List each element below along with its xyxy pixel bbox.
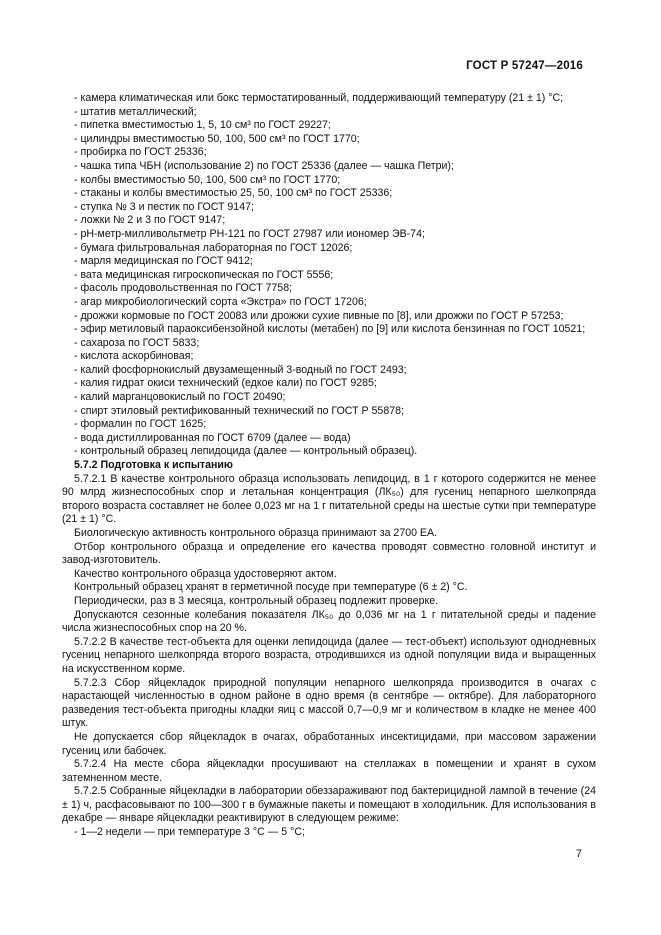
list-item: - цилиндры вместимостью 50, 100, 500 см³ по ГОСТ 1770;: [74, 132, 360, 145]
list-item: - пипетка вместимостью 1, 5, 10 см³ по ГОСТ 29227;: [74, 119, 331, 132]
list-item: - спирт этиловый ректификованный технический по ГОСТ Р 55878;: [74, 404, 404, 417]
list-item: - ступка № 3 и пестик по ГОСТ 9147;: [74, 200, 254, 213]
list-item: - калий фосфорнокислый двузамещенный 3-водный по ГОСТ 2493;: [74, 363, 407, 376]
list-item: - фасоль продовольственная по ГОСТ 7758;: [74, 282, 293, 295]
paragraph: Биологическую активность контрольного образца принимают за 2700 ЕА.: [74, 527, 438, 539]
list-item: - стаканы и колбы вместимостью 25, 50, 100 см³ по ГОСТ 25336;: [74, 187, 393, 200]
paragraph: - 1—2 недели — при температуре 3 °С — 5 °С;: [74, 826, 305, 839]
list-item: - ложки № 2 и 3 по ГОСТ 9147;: [74, 214, 226, 227]
equipment-list: [62, 92, 596, 459]
list-item: - формалин по ГОСТ 1625;: [74, 418, 207, 431]
section-paragraphs: [62, 473, 596, 840]
paragraph: Контрольный образец хранят в герметичной посуде при температуре (6 ± 2) °С.: [74, 581, 468, 594]
page-body: [62, 92, 596, 840]
paragraph: Не допускается сбор яйцекладок в очагах, обработанных инсектицидами, при массовом заражении гусениц или бабочек.: [62, 730, 596, 757]
list-item: - кислота аскорбиновая;: [74, 350, 194, 363]
list-item: - камера климатическая или бокс термостатированный, поддерживающий температуру (21 ± 1) °С;: [74, 92, 564, 104]
section-heading: 5.7.2 Подготовка к испытанию: [74, 459, 233, 472]
list-item: - контрольный образец лепидоцида (далее — контрольный образец).: [74, 445, 418, 458]
list-item: - калия гидрат окиси технический (едкое кали) по ГОСТ 9285;: [74, 377, 377, 390]
list-item: - калий марганцовокислый по ГОСТ 20490;: [74, 391, 286, 404]
paragraph: 5.7.2.5 Собранные яйцекладки в лаборатории обеззараживают под бактерицидной лампой в течение (24 ± 1) ч, расфасовывают по 100—300 г в бумажные пакеты и помещают в холодильник. Для использования в декабре — январе яйцекладки реактивируют в следующем режиме:: [62, 785, 596, 825]
document-code-header: ГОСТ Р 57247—2016: [466, 60, 583, 72]
paragraph: Качество контрольного образца удостоверяют актом.: [74, 567, 337, 580]
list-item: - рН-метр-милливольтметр РН-121 по ГОСТ 27987 или иономер ЭВ-74;: [74, 227, 425, 240]
paragraph: Отбор контрольного образца и определение его качества проводят совместно головной институт и завод-изготовитель.: [62, 540, 596, 567]
list-item: - чашка типа ЧБН (использование 2) по ГОСТ 25336 (далее — чашка Петри);: [74, 159, 454, 172]
list-item: - сахароза по ГОСТ 5833;: [74, 336, 200, 349]
list-item: - пробирка по ГОСТ 25336;: [74, 146, 207, 159]
page-number: 7: [575, 848, 582, 860]
paragraph: 5.7.2.1 В качестве контрольного образца использовать лепидоцид, в 1 г которого содержится не менее 90 млрд жизнеспособных спор и летальная концентрация (ЛК₅₀) для гусениц непарного шелкопряда второго возраста составляет не более 0,023 мг на 1 г питательной среды на шестые сутки при температуре (21 ± 1) °С.: [62, 472, 596, 526]
list-item: - вода дистиллированная по ГОСТ 6709 (далее — вода): [74, 431, 351, 444]
list-item: - эфир метиловый параоксибензойной кислоты (метабен) по [9] или кислота бензинная по ГОСТ 10521;: [74, 323, 586, 336]
list-item: - марля медицинская по ГОСТ 9412;: [74, 255, 253, 268]
list-item: - бумага фильтровальная лабораторная по ГОСТ 12026;: [74, 241, 353, 254]
paragraph: Допускаются сезонные колебания показателя ЛК₅₀ до 0,036 мг на 1 г питательной среды и падение числа жизнеспособных спор на 20 %.: [62, 608, 596, 635]
list-item: - штатив металлический;: [74, 105, 197, 118]
list-item: - вата медицинская гигроскопическая по ГОСТ 5556;: [74, 268, 334, 281]
paragraph: 5.7.2.4 На месте сбора яйцекладки просушивают на стеллажах в помещении и хранят в сухом затемненном месте.: [62, 758, 596, 784]
list-item: - дрожжи кормовые по ГОСТ 20083 или дрожжи сухие пивные по [8], или дрожжи по ГОСТ Р 57253;: [74, 309, 564, 322]
list-item: - агар микробиологический сорта «Экстра» по ГОСТ 17206;: [74, 295, 367, 308]
paragraph: 5.7.2.3 Сбор яйцекладок природной популяции непарного шелкопряда производится в очагах с нарастающей численностью в одном районе в одно время (в сентябре — октябре). Для лабораторного разведения тест-объекта пригодны кладки яиц с массой 0,7—0,9 мг и количеством в кладке не менее 400 штук.: [62, 676, 596, 730]
paragraph: Периодически, раз в 3 месяца, контрольный образец подлежит проверке.: [74, 594, 439, 607]
paragraph: 5.7.2.2 В качестве тест-объекта для оценки лепидоцида (далее — тест-объект) используют однодневных гусениц непарного шелкопряда второго возраста, отродившихся из одной популяции вида и выращенных на искусственном корме.: [62, 635, 596, 675]
list-item: - колбы вместимостью 50, 100, 500 см³ по ГОСТ 1770;: [74, 173, 341, 186]
